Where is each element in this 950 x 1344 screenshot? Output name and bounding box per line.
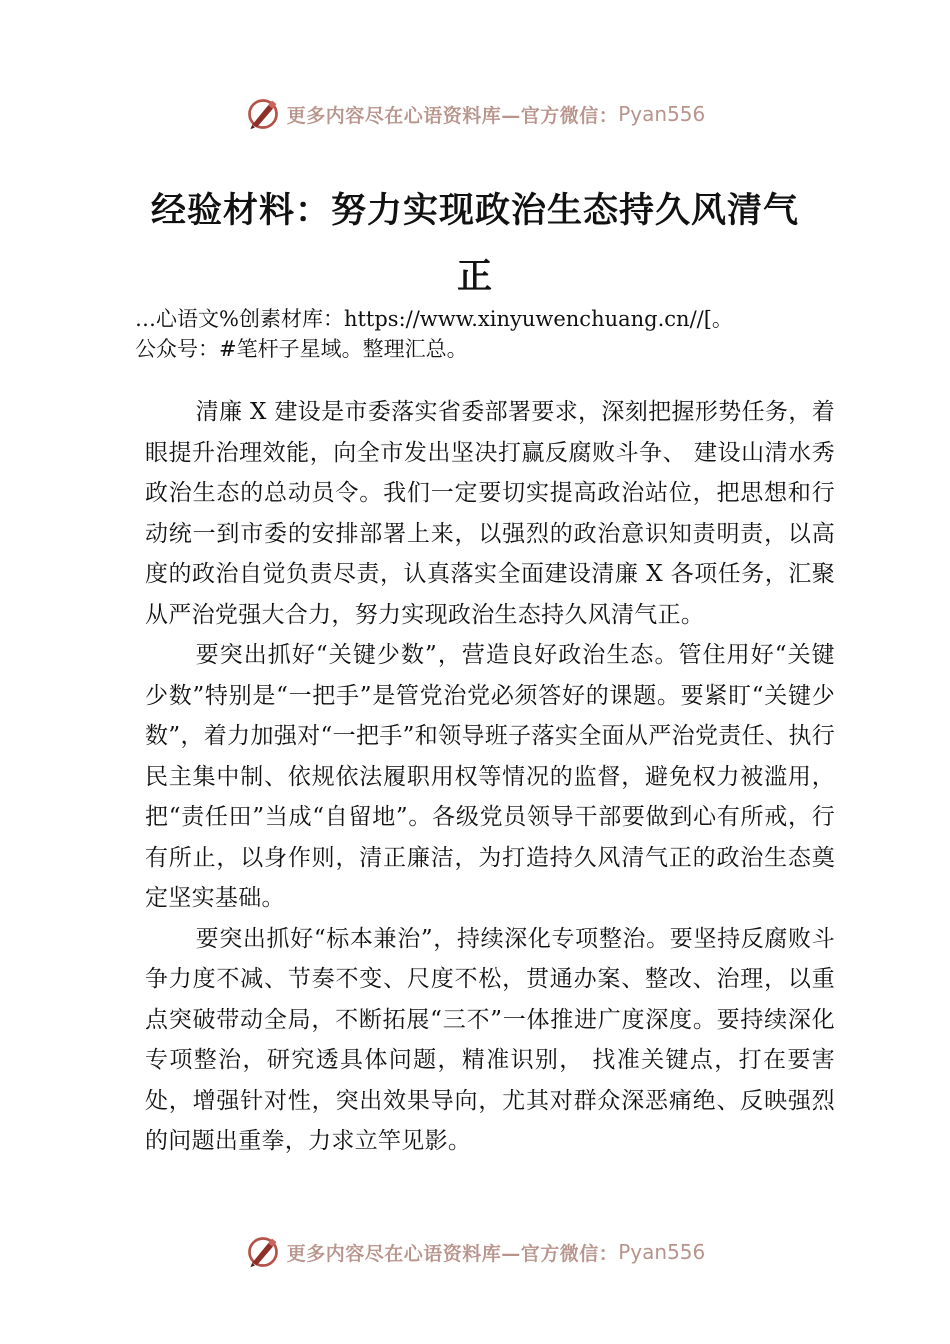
watermark-text: 更多内容尽在心语资料库—官方微信： bbox=[286, 1242, 619, 1265]
source-line-account: 公众号：#笔杆子星域。整理汇总。 bbox=[135, 337, 468, 361]
paragraph: 要突出抓好“标本兼治”，持续深化专项整治。要坚持反腐败斗争力度不减、节奏不变、尺度不松，贯通办案、整改、治理，以重点突破带动全局，不断拓展“三不”一体推进广度深度。要持续深化专项整治，研究透具体问题，精准识别， 找准关键点，打在要害处，增强针对性，突出效果导向，尤其对群众深恶痛绝、反映强烈的问题出重拳，力求立竿见影。 bbox=[145, 925, 835, 1154]
watermark-wechat-id: Pyan556 bbox=[618, 1240, 706, 1264]
paragraph: 要突出抓好“关键少数”，营造良好政治生态。管住用好“关键少数”特别是“一把手”是管党治党必须答好的课题。要紧盯“关键少数”，着力加强对“一把手”和领导班子落实全面从严治党责任、执行民主集中制、依规依法履职用权等情况的监督，避免权力被滥用，把“责任田”当成“自留地”。各级党员领导干部要做到心有所戒，行有所止，以身作则，清正廉洁，为打造持久风清气正的政治生态奠定坚实基础。 bbox=[145, 642, 835, 911]
source-note bbox=[135, 304, 835, 364]
pen-logo-icon bbox=[245, 96, 281, 132]
header-watermark bbox=[0, 94, 950, 134]
pen-logo-icon bbox=[245, 1234, 281, 1270]
source-line-website: …心语文%创素材库：https://www.xinyuwenchuang.cn//[。 bbox=[135, 307, 733, 331]
document-body bbox=[145, 392, 835, 1162]
document-title: 经验材料：努力实现政治生态持久风清气正 bbox=[150, 190, 799, 297]
paragraph: 清廉 X 建设是市委落实省委部署要求，深刻把握形势任务，着眼提升治理效能，向全市发出坚决打赢反腐败斗争、 建设山清水秀政治生态的总动员令。我们一定要切实提高政治站位，把思想和行动统一到市委的安排部署上来，以强烈的政治意识知责明责，以高度的政治自觉负责尽责，认真落实全面建设清廉 X 各项任务，汇聚从严治党强大合力，努力实现政治生态持久风清气正。 bbox=[145, 399, 835, 628]
footer-watermark bbox=[0, 1232, 950, 1272]
watermark-wechat-id: Pyan556 bbox=[618, 102, 706, 126]
watermark-text: 更多内容尽在心语资料库—官方微信： bbox=[286, 104, 619, 127]
